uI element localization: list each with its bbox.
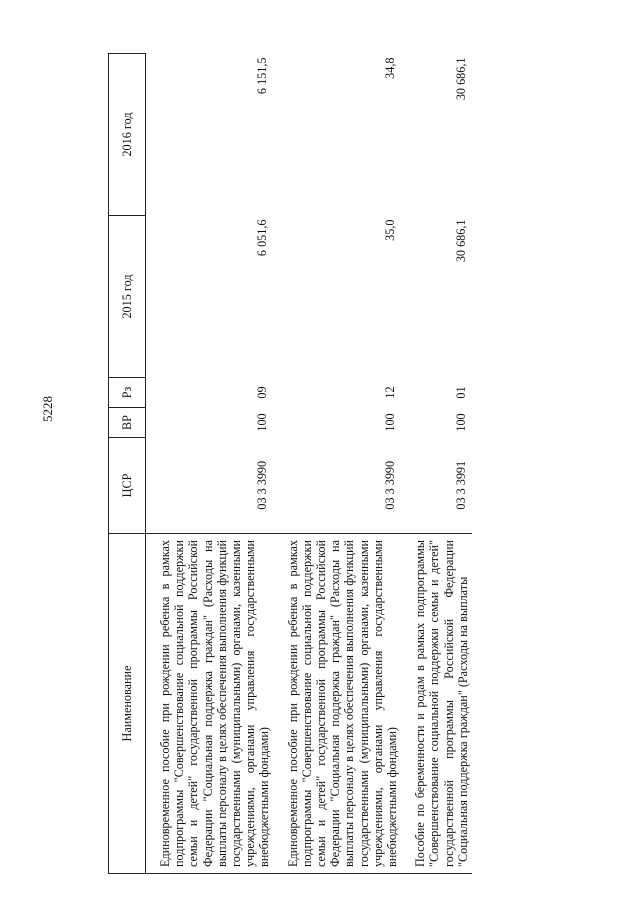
row-csr: 03 3 3990 xyxy=(255,460,270,510)
row-rz: 12 xyxy=(383,386,398,399)
header-name: Наименование xyxy=(109,534,146,874)
row-value-2016: 6 151,5 xyxy=(255,57,270,95)
table-row xyxy=(409,54,472,874)
header-2015: 2015 год xyxy=(109,216,146,378)
table-row xyxy=(282,54,402,874)
header-csr: ЦСР xyxy=(109,438,146,534)
header-vr: ВР xyxy=(109,408,146,438)
row-name: Единовременное пособие при рождении ребенка в рамках подпрограммы "Совершенствование социальной поддержки семьи и детей" государственной программы Российской Федерации "Социальная поддержка граждан" (Расходы на выплаты персоналу в целях обеспечения выполнения функций государственными (муниципальными) органами, казенными учреждениями, органами управления государственными внебюджетными фондами) xyxy=(154,534,274,874)
header-rz: Рз xyxy=(109,378,146,408)
row-value-2016: 34,8 xyxy=(383,57,398,79)
rotated-table-container xyxy=(108,54,608,874)
row-vr: 100 xyxy=(255,413,270,432)
row-value-2015: 6 051,6 xyxy=(255,219,270,257)
table-row xyxy=(154,54,274,874)
row-value-2015: 30 686,1 xyxy=(453,219,468,263)
row-rz: 01 xyxy=(453,386,468,399)
row-value-2015: 35,0 xyxy=(383,219,398,241)
row-vr: 100 xyxy=(453,413,468,432)
row-value-2016: 30 686,1 xyxy=(453,57,468,101)
row-vr: 100 xyxy=(383,413,398,432)
row-csr: 03 3 3991 xyxy=(453,460,468,510)
row-name: Пособие по беременности и родам в рамках подпрограммы "Совершенствование социальной поддержки семьи и детей" государственной программы Российской Федерации "Социальная поддержка граждан" (Расходы на выплаты xyxy=(409,534,472,874)
page-number: 5228 xyxy=(40,396,55,422)
row-csr: 03 3 3990 xyxy=(383,460,398,510)
table-header-row xyxy=(109,54,146,874)
row-name: Единовременное пособие при рождении ребенка в рамках подпрограммы "Совершенствование социальной поддержки семьи и детей" государственной программы Российской Федерации "Социальная поддержка граждан" (Расходы на выплаты персоналу в целях обеспечения выполнения функций государственными (муниципальными) органами, казенными учреждениями, органами управления государственными внебюджетными фондами) xyxy=(282,534,402,874)
header-2016: 2016 год xyxy=(109,54,146,216)
row-rz: 09 xyxy=(255,386,270,399)
budget-table xyxy=(108,53,472,874)
